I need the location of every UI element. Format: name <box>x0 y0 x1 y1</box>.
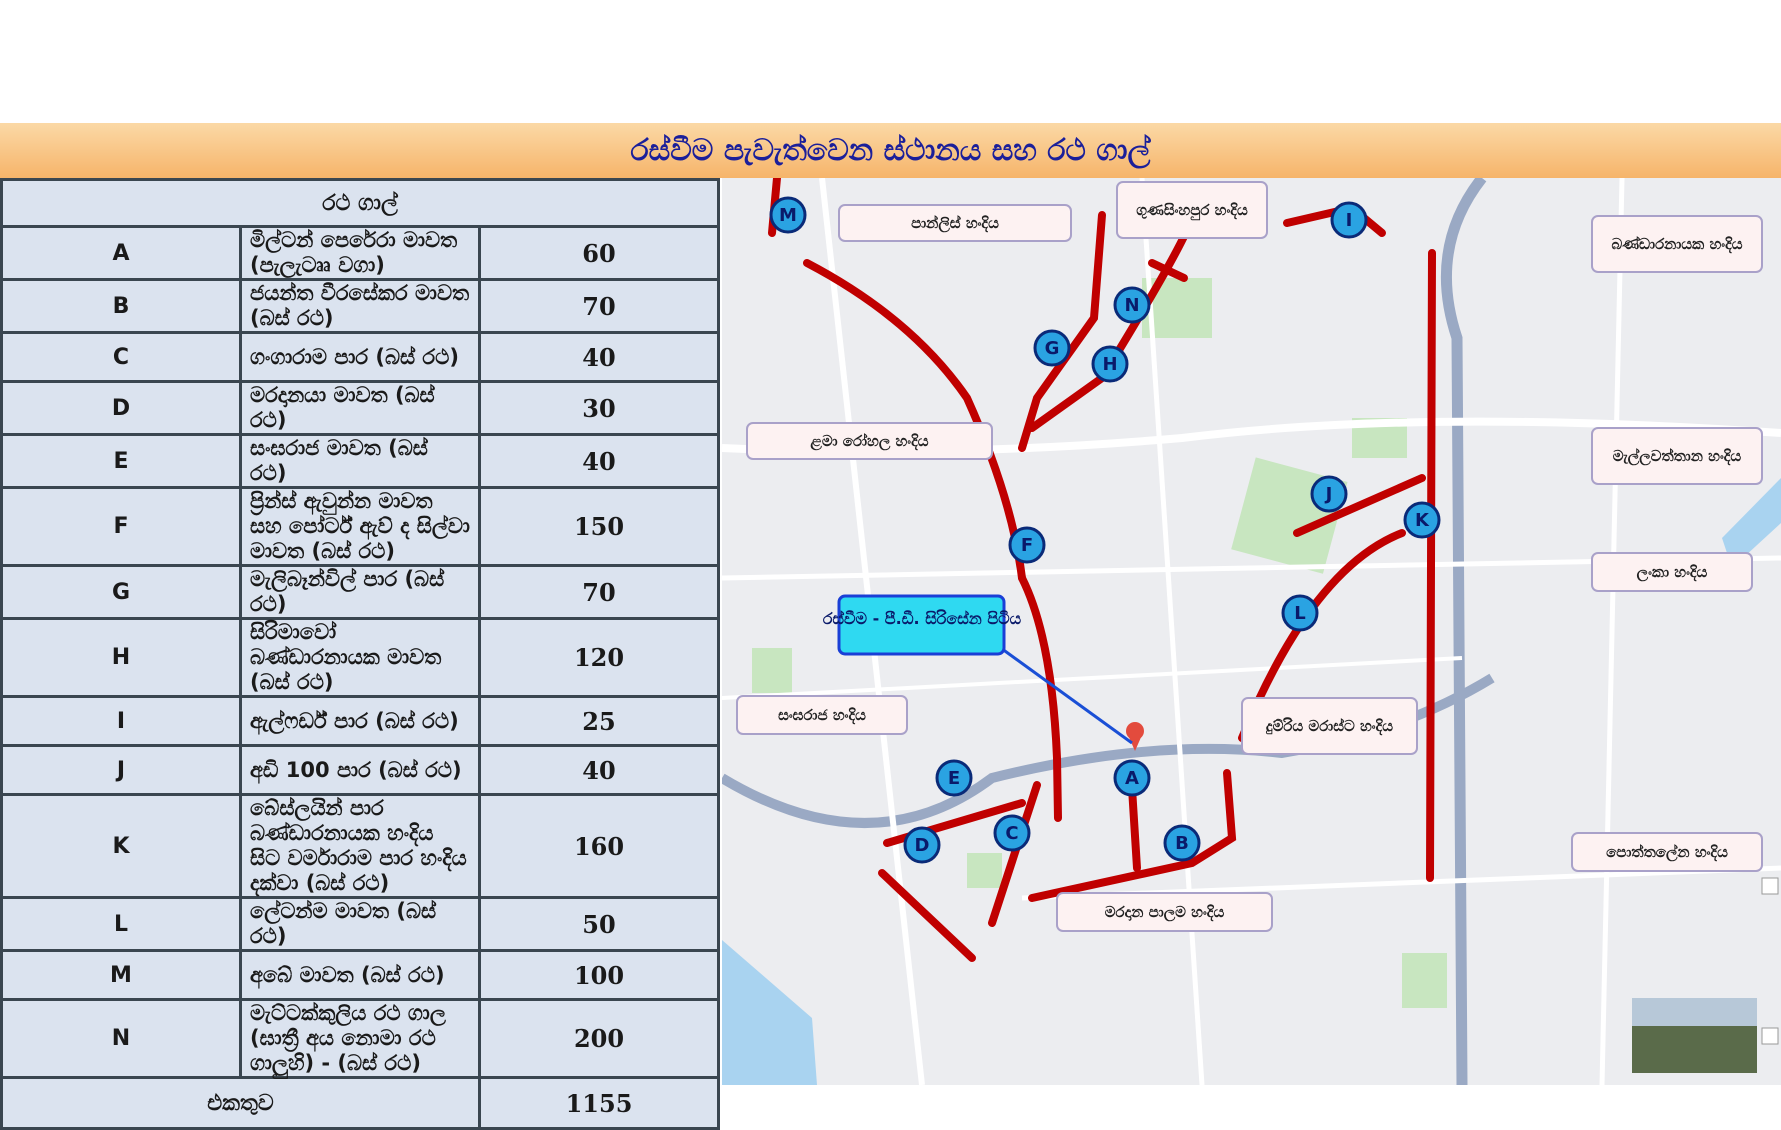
table-row <box>2 697 719 746</box>
row-street-name: ගංගාරාම පාර (බස් රථ) <box>241 333 480 382</box>
route-marker-l[interactable] <box>1283 596 1317 630</box>
route-marker-m[interactable] <box>771 198 805 232</box>
row-code: L <box>2 898 241 951</box>
row-street-name: ප්‍රින්ස් ඇවුන්න මාවත සහ පෝර්ට් ඇව් ද සිල්වා මාවත (බස් රථ) <box>241 488 480 566</box>
route-marker-label: C <box>1005 823 1019 844</box>
row-code: N <box>2 1000 241 1078</box>
street-view-thumbnail[interactable] <box>1632 998 1757 1073</box>
row-capacity: 200 <box>480 1000 719 1078</box>
route-marker-h[interactable] <box>1093 347 1127 381</box>
route-marker-e[interactable] <box>937 761 971 795</box>
row-capacity: 160 <box>480 795 719 898</box>
route-marker-label: H <box>1102 354 1118 375</box>
row-code: D <box>2 382 241 435</box>
table-row <box>2 746 719 795</box>
table-row <box>2 382 719 435</box>
row-capacity: 30 <box>480 382 719 435</box>
total-row <box>2 1078 719 1129</box>
row-code: C <box>2 333 241 382</box>
junction-label[interactable] <box>1057 893 1272 931</box>
row-capacity: 50 <box>480 898 719 951</box>
table-row <box>2 795 719 898</box>
route-marker-label: M <box>779 205 797 226</box>
row-code: B <box>2 280 241 333</box>
row-street-name: සංඝරාජ මාවත (බස් රථ) <box>241 435 480 488</box>
row-street-name: මිල්ටන් පෙරේරා මාවත (පැලැට්‍රූ වගා) <box>241 227 480 280</box>
route-marker-c[interactable] <box>995 816 1029 850</box>
row-street-name: බේස්ලයින් පාර බණ්ඩාරනායක හංදිය සිට වර්මාරාම පාර හංදිය දක්වා (බස් රථ) <box>241 795 480 898</box>
junction-label-text: පාන්ලිස් හංදිය <box>911 214 999 232</box>
junction-label-text: දුම්රිය මරාස්ට හංදිය <box>1265 717 1394 735</box>
junction-label-text: මැල්ලවත්තාන හංදිය <box>1612 447 1742 465</box>
table-row <box>2 1000 719 1078</box>
title-banner <box>0 123 1781 178</box>
row-capacity: 40 <box>480 435 719 488</box>
route-marker-n[interactable] <box>1115 288 1149 322</box>
row-capacity: 70 <box>480 280 719 333</box>
route-marker-label: B <box>1175 833 1189 854</box>
route-marker-label: J <box>1325 484 1333 505</box>
route-marker-label: A <box>1125 768 1139 789</box>
table-row <box>2 227 719 280</box>
row-code: A <box>2 227 241 280</box>
total-label: එකතුව <box>2 1078 480 1129</box>
route-marker-label: F <box>1020 535 1034 556</box>
route-marker-label: I <box>1345 210 1353 231</box>
row-capacity: 150 <box>480 488 719 566</box>
total-value: 1155 <box>480 1078 719 1129</box>
row-code: I <box>2 697 241 746</box>
row-capacity: 60 <box>480 227 719 280</box>
row-code: J <box>2 746 241 795</box>
route-marker-label: G <box>1044 338 1060 359</box>
junction-label[interactable] <box>737 696 907 734</box>
route-marker-label: N <box>1124 295 1140 316</box>
junction-label[interactable] <box>747 423 992 459</box>
row-capacity: 100 <box>480 951 719 1000</box>
route-marker-g[interactable] <box>1035 331 1069 365</box>
area-map[interactable] <box>722 178 1781 1085</box>
route-marker-label: E <box>947 768 961 789</box>
junction-label[interactable] <box>1117 182 1267 238</box>
junction-label-text: මරදාන පාලම හංදිය <box>1104 903 1225 921</box>
junction-label[interactable] <box>1242 698 1417 754</box>
route-marker-f[interactable] <box>1010 528 1044 562</box>
row-capacity: 70 <box>480 566 719 619</box>
junction-label[interactable] <box>1592 216 1762 272</box>
junction-label-text: බණ්ඩාරනායක හංදිය <box>1611 235 1743 253</box>
junction-label[interactable] <box>839 205 1071 241</box>
junction-label-text: ගුණසිංහපුර හංදිය <box>1136 201 1248 219</box>
row-capacity: 25 <box>480 697 719 746</box>
row-street-name: සිරිමාවෝ බණ්ඩාරනායක මාවත (බස් රථ) <box>241 619 480 697</box>
table-row <box>2 280 719 333</box>
row-street-name: මැට්ටක්කුලිය රථ ගාල (ඝාත්‍රී අය නොමා රථ ගාලුහි) - (බස් රථ) <box>241 1000 480 1078</box>
route-a <box>1132 788 1137 868</box>
row-capacity: 40 <box>480 333 719 382</box>
table-row <box>2 566 719 619</box>
junction-label[interactable] <box>1592 428 1762 484</box>
row-street-name: ජයන්ත වීරසේකර මාවත (බස් රථ) <box>241 280 480 333</box>
junction-label[interactable] <box>1592 553 1752 591</box>
route-marker-d[interactable] <box>905 828 939 862</box>
table-header: රථ ගාල් <box>2 180 719 227</box>
table-row <box>2 619 719 697</box>
junction-label-text: පොත්තලේන හංදිය <box>1606 843 1728 861</box>
route-marker-label: K <box>1415 510 1429 531</box>
route-marker-a[interactable] <box>1115 761 1149 795</box>
row-code: F <box>2 488 241 566</box>
row-capacity: 40 <box>480 746 719 795</box>
venue-callout[interactable] <box>823 596 1022 654</box>
row-street-name: ඇල්ෆර්ඩ් පාර (බස් රථ) <box>241 697 480 746</box>
row-capacity: 120 <box>480 619 719 697</box>
route-marker-label: L <box>1294 603 1306 624</box>
junction-label-text: සංඝරාජ හංදිය <box>778 706 866 724</box>
row-street-name: අඩි 100 පාර (බස් රථ) <box>241 746 480 795</box>
route-marker-k[interactable] <box>1405 503 1439 537</box>
page-title: රස්වීම පැවැත්වෙන ස්ථානය සහ රථ ගාල් <box>630 133 1151 168</box>
junction-label[interactable] <box>1572 833 1762 871</box>
route-marker-b[interactable] <box>1165 826 1199 860</box>
row-code: M <box>2 951 241 1000</box>
row-street-name: මරදානයා මාවත (බස් රථ) <box>241 382 480 435</box>
row-code: K <box>2 795 241 898</box>
row-street-name: ලේටන්ම මාවත (බස් රථ) <box>241 898 480 951</box>
route-marker-j[interactable] <box>1312 477 1346 511</box>
table-row <box>2 333 719 382</box>
row-street-name: අබේ මාවත (බස් රථ) <box>241 951 480 1000</box>
junction-label-text: ලංකා හංදිය <box>1636 563 1708 581</box>
row-code: H <box>2 619 241 697</box>
table-row <box>2 435 719 488</box>
row-code: E <box>2 435 241 488</box>
table-body <box>2 227 719 1078</box>
parking-table <box>0 178 720 1130</box>
table-row <box>2 488 719 566</box>
route-k <box>1430 253 1432 878</box>
row-code: G <box>2 566 241 619</box>
route-marker-i[interactable] <box>1332 203 1366 237</box>
junction-label-text: ළමා රෝහල හංදිය <box>810 432 929 450</box>
table-row <box>2 898 719 951</box>
table-row <box>2 951 719 1000</box>
route-marker-label: D <box>914 835 930 856</box>
venue-label: රස්වීම - පී.ඩී. සිරිසේන පිටිය <box>822 609 1022 628</box>
row-street-name: මැලිබෑන්විල් පාර (බස් රථ) <box>241 566 480 619</box>
